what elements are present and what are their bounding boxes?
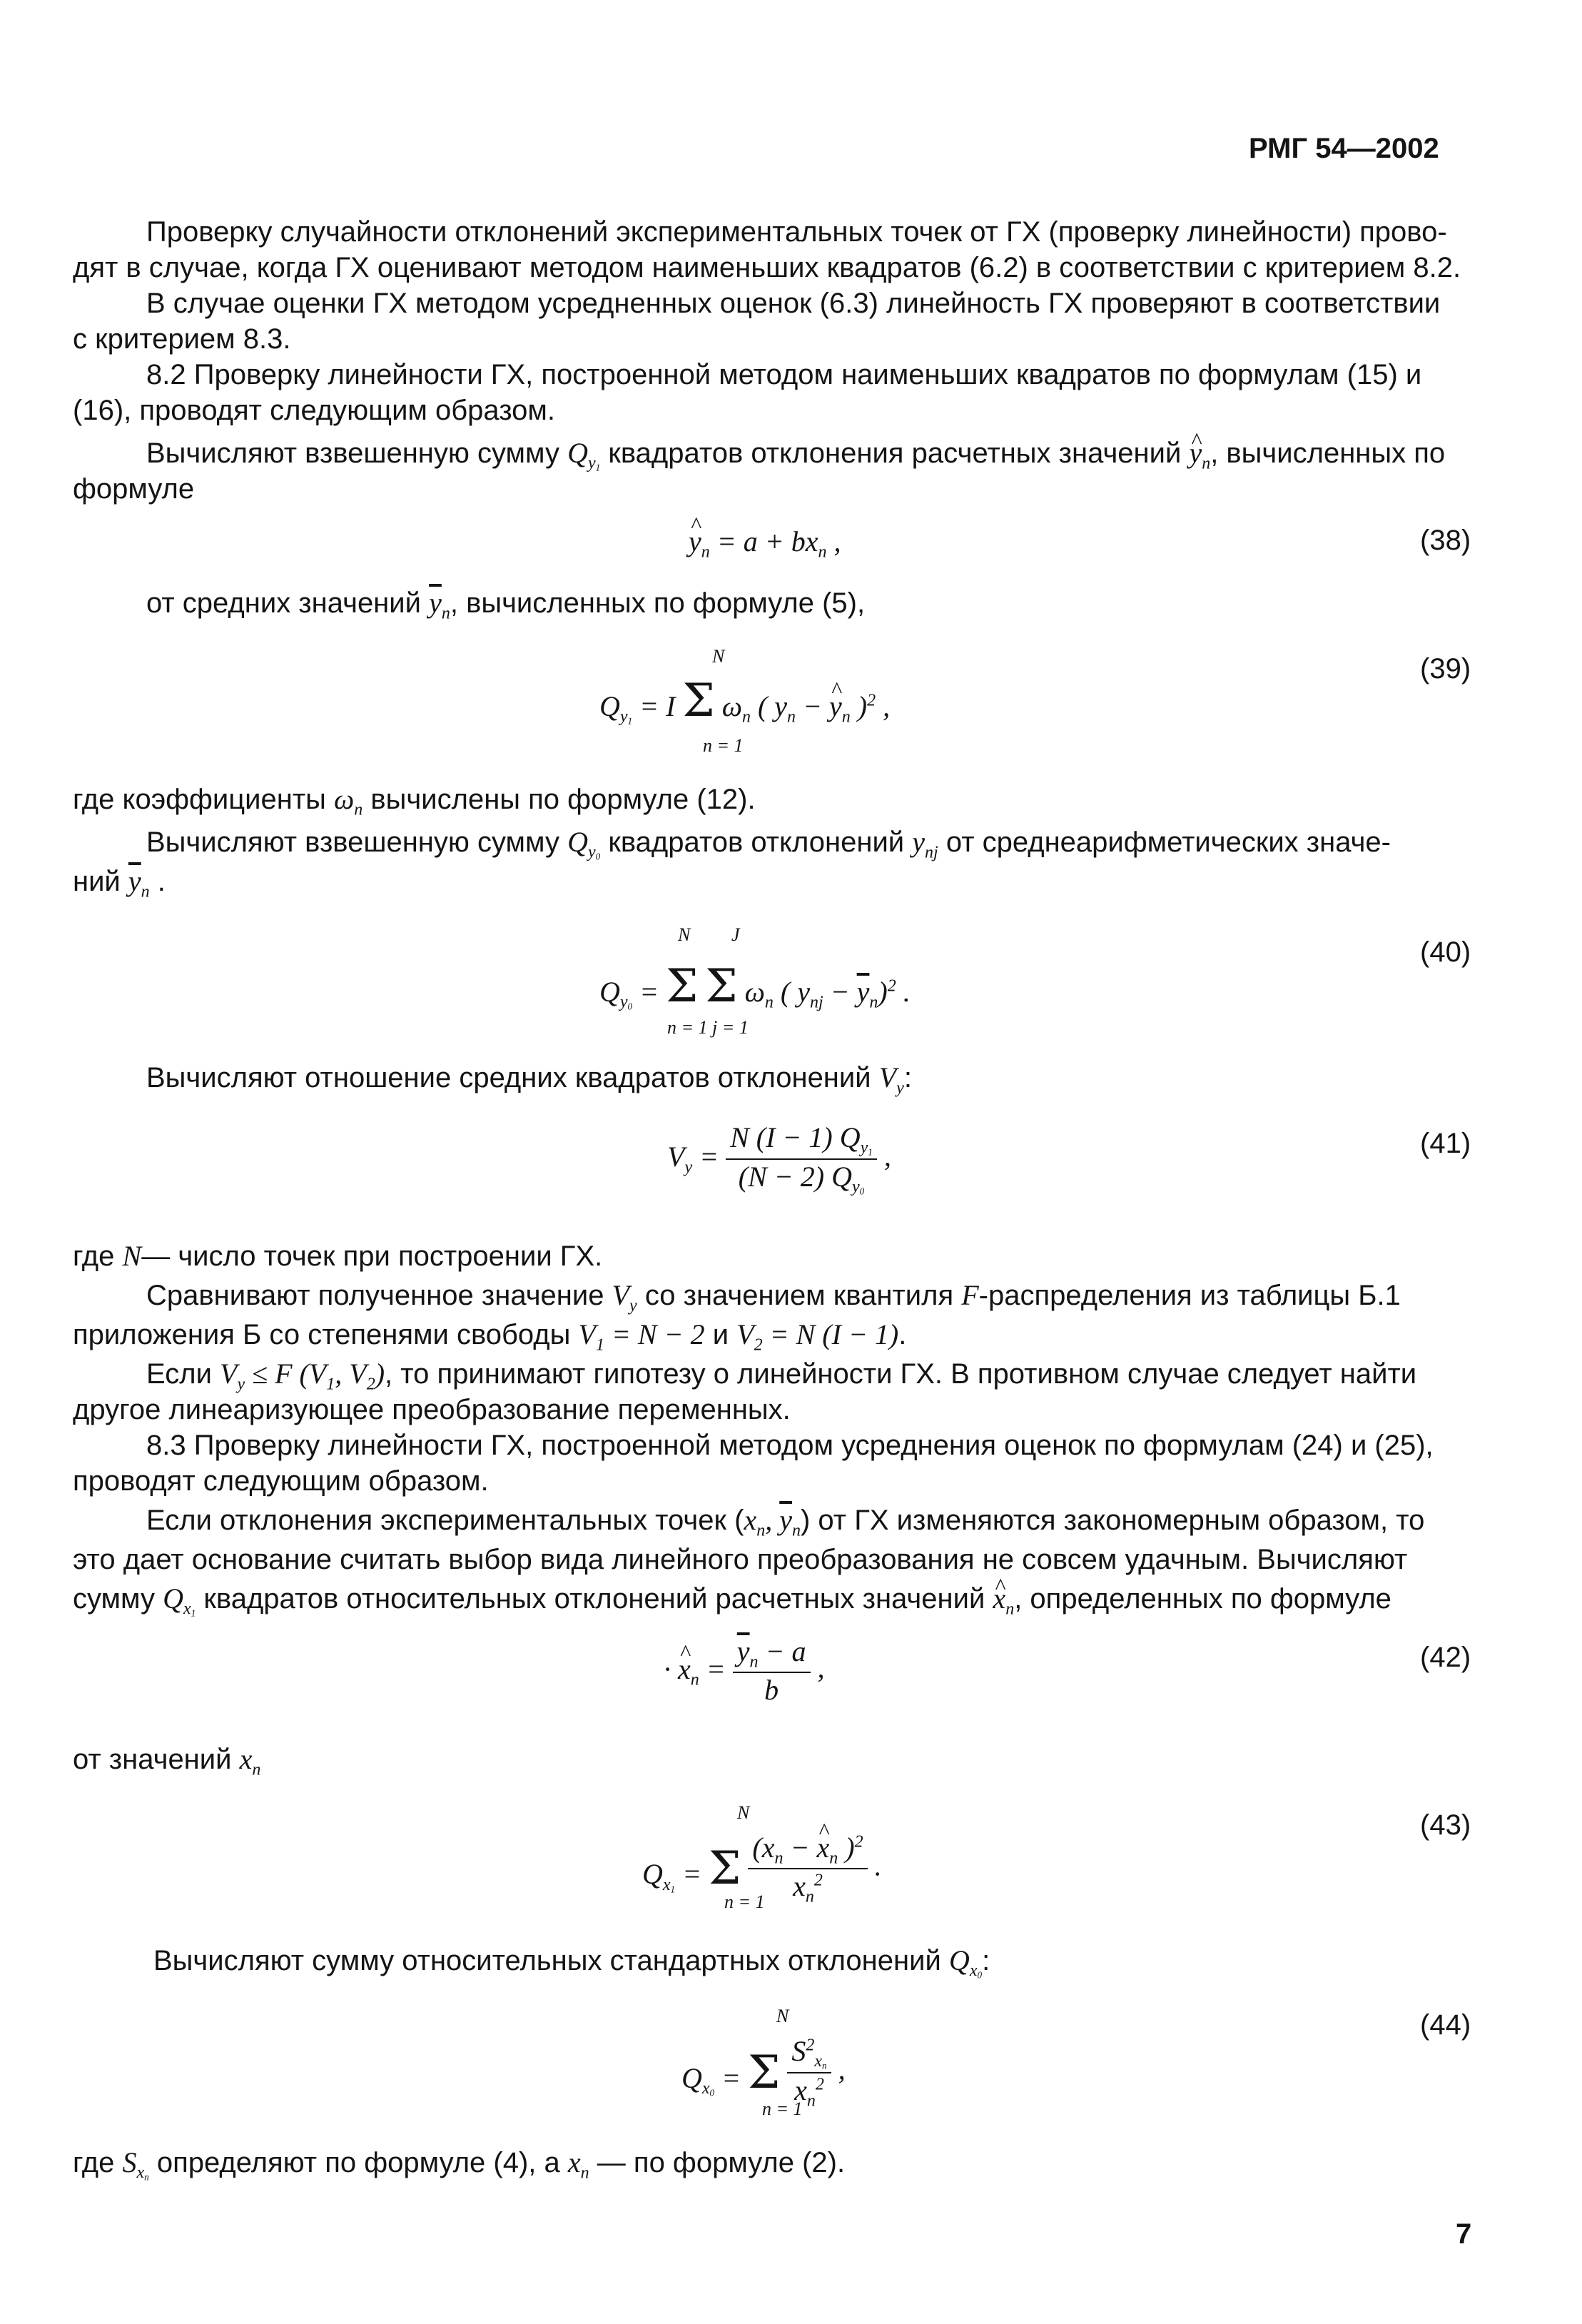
- equation-42: · ^ $x_n$ = $\frac{\overline{y}_n - a}{b}$ ,: [664, 1635, 825, 1707]
- paragraph-line: другое линеаризующее преобразование переменных.: [73, 1394, 791, 1425]
- paragraph-line: от значений $x_n$: [73, 1743, 261, 1779]
- paragraph-line: В случае оценки ГХ методом усредненных оценок (6.3) линейность ГХ проверяют в соответствии: [146, 288, 1441, 319]
- page-number: 7: [1456, 2218, 1472, 2250]
- paragraph-line: 8.2 Проверку линейности ГХ, построенной методом наименьших квадратов по формулам (15) и: [146, 359, 1422, 390]
- paragraph-line: где $S_{xn}$ определяют по формуле (4), а $x_n$ — по формуле (2).: [73, 2146, 846, 2183]
- paragraph-line: 8.3 Проверку линейности ГХ, построенной методом усреднения оценок по формулам (24) и (25),: [146, 1430, 1434, 1461]
- paragraph-line: формуле: [73, 473, 195, 505]
- equation-number: (43): [1420, 1809, 1471, 1841]
- equation-number: (40): [1420, 936, 1471, 968]
- paragraph-line: где N— число точек при построении ГХ.: [73, 1240, 603, 1272]
- paragraph-line: от средних значений $\overline{y}_n$, вычисленных по формуле (5),: [146, 587, 866, 623]
- equation-41: $V_y$ = $\frac{N (I - 1) Q_{y1}}{(N - 2) Q_{y0}}$ ,: [667, 1121, 891, 1197]
- paragraph-line: ний $\overline{y}_n$ .: [73, 865, 166, 901]
- paragraph-line: (16), проводят следующим образом.: [73, 395, 555, 426]
- paragraph-line: Сравнивают полученное значение $V_y$ со значением квантиля F-распределения из таблицы Б.1: [146, 1279, 1401, 1315]
- equation-number: (39): [1420, 653, 1471, 684]
- equation-39: $Q_{y1} = I$ Σ $\omega_n$ ( $y_n$ − ^ $y_n$ )$^2$ ,: [599, 675, 890, 727]
- paragraph-line: сумму $Q_{x1}$ квадратов относительных отклонений расчетных значений ^ $x_n$, определенных по формуле: [73, 1581, 1391, 1632]
- paragraph-line: дят в случае, когда ГХ оценивают методом наименьших квадратов (6.2) в соответствии с критерием 8.2.: [73, 252, 1461, 283]
- paragraph-line: где коэффициенты $\omega_n$ вычислены по формуле (12).: [73, 783, 756, 819]
- paragraph-line: Вычисляют взвешенную сумму $Q_{y0}$ квадратов отклонений $y_{nj}$ от среднеарифметических значе-: [146, 826, 1391, 862]
- paragraph-line: Если отклонения экспериментальных точек ($x_n$, $\overline{y}_n$) от ГХ изменяются закономерным образом, то: [146, 1504, 1425, 1540]
- math-yhat-n: ^ $y_n$: [1189, 437, 1210, 469]
- paragraph-line: Вычисляют отношение средних квадратов отклонений $V_y$:: [146, 1061, 912, 1098]
- equation-number: (44): [1420, 2009, 1471, 2041]
- paragraph-line: Вычисляют сумму относительных стандартных отклонений $Q_{x0}$:: [153, 1944, 990, 1981]
- equation-44: $Q_{x0} = \Sigma$ $\frac{S^2_{xn}}{x_n^2}$ ,: [681, 2035, 846, 2111]
- paragraph-line: Если $V_y \le F$ ($V_1$, $V_2$), то принимают гипотезу о линейности ГХ. В противном случае следует найти: [146, 1358, 1417, 1394]
- math-q-y1: $Q_{y1}$: [567, 437, 601, 473]
- paragraph-line: Проверку случайности отклонений экспериментальных точек от ГХ (проверку линейности) прово-: [146, 216, 1447, 248]
- paragraph-line: Вычисляют взвешенную сумму $Q_{y1}$ квадратов отклонения расчетных значений ^ $y_n$, вычисленных по: [146, 435, 1445, 486]
- document-code: РМГ 54—2002: [1249, 133, 1439, 164]
- paragraph-line: проводят следующим образом.: [73, 1465, 489, 1497]
- equation-number: (41): [1420, 1128, 1471, 1159]
- equation-number: (38): [1420, 525, 1471, 556]
- paragraph-line: с критерием 8.3.: [73, 323, 291, 355]
- paragraph-line: это дает основание считать выбор вида линейного преобразования не совсем удачным. Вычисляют: [73, 1544, 1408, 1575]
- equation-43: $Q_{x1} = \Sigma$ $\frac{(x_n - \^{} x_n )^2}{x_n^2}$ .: [642, 1831, 882, 1907]
- equation-38: ^ $y_n = a + bx_n$ ,: [689, 525, 841, 562]
- equation-number: (42): [1420, 1642, 1471, 1673]
- paragraph-line: приложения Б со степенями свободы $V_1 = N - 2$ и $V_2 = N$ (I − 1).: [73, 1318, 907, 1355]
- equation-40: $Q_{y0} = \Sigma$ Σ $\omega_n$ ( $y_{nj} - \overline{y}_n)^2$ .: [599, 960, 911, 1013]
